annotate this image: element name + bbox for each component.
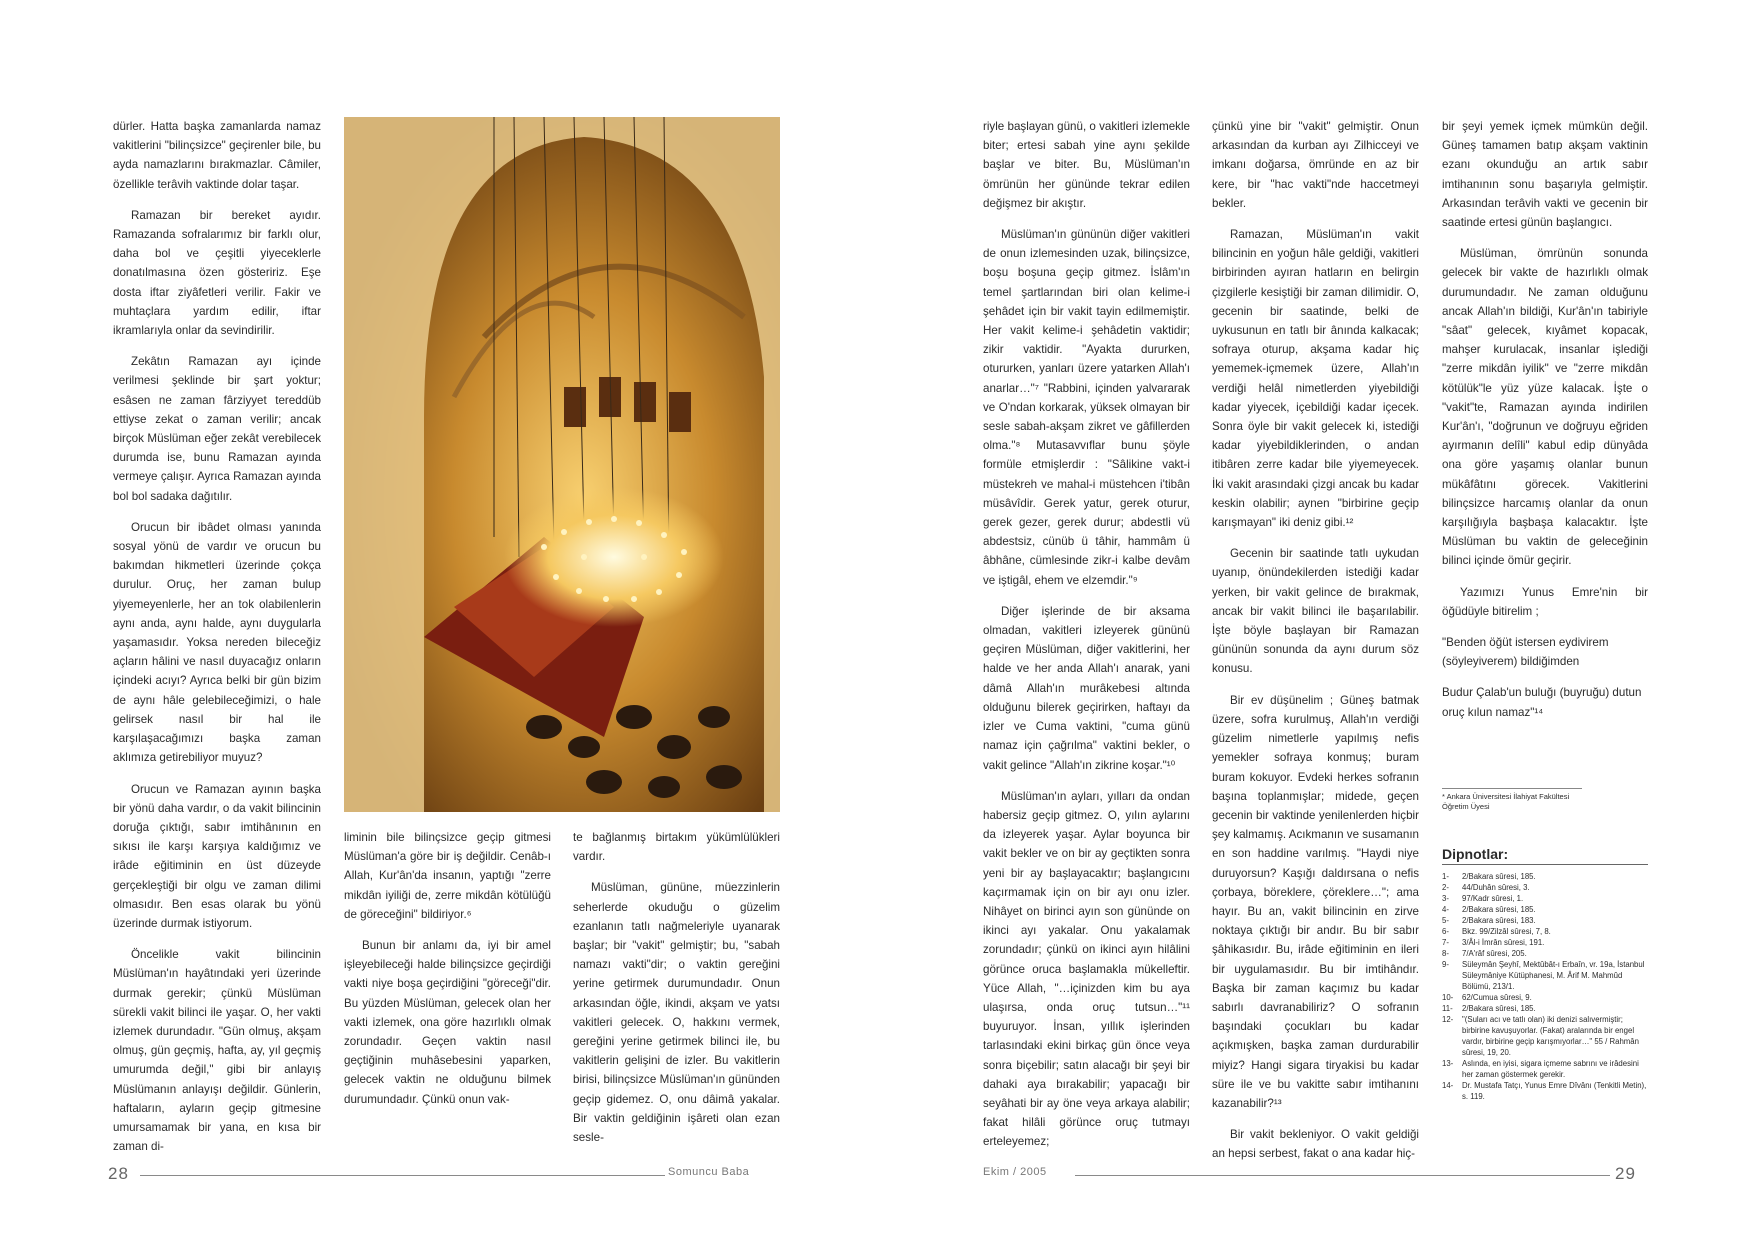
affiliation-rule bbox=[1442, 788, 1582, 789]
magazine-name: Somuncu Baba bbox=[668, 1166, 750, 1178]
footnote-item: 13- Aslında, en iyisi, sigara içmeme sabrını ve irâdesini her zaman göstermek gerekir. bbox=[1442, 1059, 1639, 1079]
footnotes-title: Dipnotlar: bbox=[1442, 846, 1509, 862]
photo-illustration bbox=[344, 117, 780, 812]
paragraph: riyle başlayan günü, o vakitleri izlemekle biter; ertesi sabah yine aynı şekilde başlar ve biter. Bu, Müslüman'ın ömrünün her gününde tekrar edilen değişmez bir akıştır. bbox=[983, 120, 1190, 210]
footnote-item: 12- "(Suları acı ve tatlı olan) iki denizi salıvermiştir; birbirine kavuşuyorlar. (Fakat) aralarında bir engel vardır, birbirine geçip karışmıyorlar…" 55 / Rahmân sûresi, 19, 20. bbox=[1442, 1015, 1639, 1057]
footnotes-list bbox=[1442, 871, 1648, 1102]
footer-rule-left bbox=[140, 1175, 665, 1176]
page-number-left: 28 bbox=[108, 1164, 129, 1183]
paragraph: Bir vakit bekleniyor. O vakit geldiği an hepsi serbest, fakat o ana kadar hiç- bbox=[1212, 1128, 1419, 1161]
footnote-item: 14- Dr. Mustafa Tatçı, Yunus Emre Dîvânı (Tenkitli Metin), s. 119. bbox=[1442, 1081, 1647, 1101]
footnotes-block bbox=[1442, 846, 1648, 1102]
page-number-right: 29 bbox=[1615, 1164, 1636, 1183]
footnote-item: 6- Bkz. 99/Zilzâl sûresi, 7, 8. bbox=[1442, 927, 1551, 936]
footnote-item: 9- Süleymân Şeyhî, Mektûbât-ı Erbaîn, vr. 19a, İstanbul Süleymâniye Kütüphanesi, M. Ârif M. Mahmûd Bölümü, 213/1. bbox=[1442, 960, 1645, 991]
paragraph: Ramazan bir bereket ayıdır. Ramazanda sofralarımız bir farklı olur, daha bol ve çeşitli yiyeceklerle donatılmasına özen gösteririz. Eşe dosta iftar ziyâfetleri verilir. Fakir ve muhtaçlara yardım edilir, iftar ikramlarıyla onlar da sevindirilir. bbox=[113, 208, 321, 338]
paragraph: liminin bile bilinçsizce geçip gitmesi Müslüman'a göre bir iş değildir. Cenâb-ı Allah, Kur'ân'da insanın, yaptığı "zerre mikdân iyiliği de, zerre mikdân kötülüğü de göreceğini" bildiriyor.⁶ bbox=[344, 831, 551, 921]
poem-quote: Budur Çalab'un buluğı (buyruğu) dutun oruç kılun namaz"¹⁴ bbox=[1442, 686, 1642, 719]
paragraph: Ramazan, Müslüman'ın vakit bilincinin en yoğun hâle geldiği, vakitleri birbirinden ayıran hatların en belirgin çizgilerle kesiştiği bir zaman dilimidir. O, gecenin bir saatinde, belki de uykusunun en tatlı bir ânında kalkacak; sofraya oturup, akşama kadar hiç yememek-içmemek üzere, Allah'ın verdiği helâl nimetlerden yiyebildiği kadar yiyecek, içebildiği kadar içecek. Sonra öyle bir vakit gelecek ki, istediği kadar yiyebildiklerinden, o andan itibâren zerre kadar bile yiyemeyecek. İki vakit arasındaki çizgi ancak bu kadar keskin olabilir; aynen "birbirine geçip karışmayan" iki deniz gibi.¹² bbox=[1212, 228, 1419, 530]
paragraph: Orucun bir ibâdet olması yanında sosyal yönü de vardır ve orucun bu bakımdan hikmetleri üzerinde çokça durulur. Oruç, her zaman bulup yiyemeyenlerle, her an tok olabilenlerin aynı anda, aynı halde, aynı duygularla yaşamasıdır. Yoksa nereden bileceğiz açların hâlini ve nasıl duyacağız onların içindeki acıyı? Ayrıca belki bir gün bizim de aynı hâle gelebileceğimizi, o hale gelirsek nasıl bir hal ile karşılaşacağımızı başka zaman aklımıza getirebiliyor muyuz? bbox=[113, 520, 321, 765]
paragraph: Gecenin bir saatinde tatlı uykudan uyanıp, önündekilerden istediği kadar yerken, bir vakit gelince de bırakmak, ancak bir vakit bilinci ile başarılabilir. İşte böyle başlayan bir Ramazan gününün sonunda da aynı durum söz konusu. bbox=[1212, 547, 1419, 676]
paragraph: bir şeyi yemek içmek mümkün değil. Güneş tamamen batıp akşam vaktinin ezanı okunduğu an artık sabır imtihanının sonu başarıyla gelmiştir. Arkasından terâvih vakti ve gecenin bir saatinde ertesi günün başlangıcı. bbox=[1442, 120, 1648, 230]
paragraph: Orucun ve Ramazan ayının başka bir yönü daha vardır, o da vakit bilincinin doruğa çıktığı, sabır imtihânının en sıkısı ile karşı karşıya kaldığımız ve irâde eğitiminin en üst düzeyde gerçekleştiği bir olgu ve zaman dilimi olmasıdır. Ben esas olarak bu yönü üzerinde durmak istiyorum. bbox=[113, 782, 321, 930]
paragraph: Müslüman, ömrünün sonunda gelecek bir vakte de hazırlıklı olmak durumundadır. Ne zaman olduğunu ancak Allah'ın bildiği, Kur'ân'ın tabiriyle "sâat" gelecek, kıyâmet kopacak, mahşer kurulacak, insanlar işlediği "zerre mikdân iyilik" ve "zerre mikdân kötülük"le yüz yüze kalacak. İşte o "vakit"te, Ramazan ayında indirilen Kur'ân'ı, "doğrunun ve doğruyu eğriden ayırmanın delîli" kabul edip dünyâda ona göre yaşamış olanlar bunun mükâfâtını görecek. Vakitlerini bilinçsizce harcamış olanlar da onun karşılığıyla başbaşa kalacaktır. İşte Müslüman bu vaktin de geleceğinin bilinci içinde ömür geçirir. bbox=[1442, 247, 1648, 568]
paragraph: çünkü yine bir "vakit" gelmiştir. Onun arkasından da kurban ayı Zilhicceyi ve imkanı doğarsa, ömründe en az bir kere, bir "hac vakti"nde haccetmeyi bekler. bbox=[1212, 120, 1419, 210]
footnote-item: 2- 44/Duhân sûresi, 3. bbox=[1442, 883, 1530, 892]
paragraph: Diğer işlerinde de bir aksama olmadan, vakitleri izleyerek gününü geçiren Müslüman, diğer vakitlerini, her halde ve her anda Allah'ı anarak, yani dâmâ Allah'ın murâkebesi altında olduğunu bilerek geçirirken, haftayı da izler ve Cuma vaktini, "cuma günü namaz için çağrılma" vaktini bekler, o vakit gelince "Allah'ın zikrine koşar."¹⁰ bbox=[983, 604, 1190, 772]
right-col-1 bbox=[983, 117, 1190, 1164]
left-col-2 bbox=[344, 828, 551, 1121]
paragraph: Bir ev düşünelim ; Güneş batmak üzere, sofra kurulmuş, Allah'ın verdiği güzelim nimetlerle yapılmış nefis yemekler sofraya konmuş; buram buram kokuyor. Evdeki herkes sofranın başına toplanmışlar; midede, geçen gecenin bir vaktinde yenilenlerden hiçbir şey kalmamış. Acıkmanın ve susamanın en son haddine varılmış. "Haydi niye duruyorsun? Kaşığı daldırsana o nefis çorbaya, böreklere, çöreklere…"; ama hayır. Bu an, vakit bilincinin en zirve noktaya çıktığı bir andır. Bu bir sabır şâhikasıdır. Bu, irâde eğitiminin en ileri bir uygulamasıdır. Bu bir imtihândır. Başka bir zaman kaçımız bu kadar sabırlı davranabiliriz? O sofranın başındaki çocukları bu kadar açıkmışken, başka zaman durdurabilir miyiz? Hangi sigara tiryakisi bu kadar süre ile ve bu vakitte sabır imtihanını kazanabilir?¹³ bbox=[1212, 693, 1419, 1110]
paragraph: Öncelikle vakit bilincinin Müslüman'ın hayâtındaki yeri üzerinde durmak gerekir; çünkü Müslüman sürekli vakit bilinci ile yaşar. O, her vakti izlemek durundadır. "Gün olmuş, akşam olmuş, gün geçmiş, hafta, ay, yıl geçmiş umurumda değil," gibi bir anlayış Müslümanın anlayışı değildir. Günlerin, haftaların, ayların geçip gitmesine umursamamak bir yana, en kısa bir zaman di- bbox=[113, 948, 321, 1154]
footnote-item: 11- 2/Bakara sûresi, 185. bbox=[1442, 1004, 1536, 1013]
footnotes-rule bbox=[1442, 864, 1648, 865]
paragraph: Müslüman'ın gününün diğer vakitleri de onun izlemesinden uzak, bilinçsizce, boşu boşuna geçip gitmez. İslâm'ın temel şartlarından biri olan kelime-i şehâdet için bir vakit tayin edilmemiştir. Her vakit kelime-i şehâdetin vaktidir; zikir vaktidir. "Ayakta dururken, otururken, yanları üzere yatarken Allah'ı anarlar…"⁷ "Rabbini, içinden yalvararak ve O'ndan korkarak, yüksek olmayan bir sesle sabah-akşam zikret ve gâfillerden olma."⁸ Mutasavvıflar bunu şöyle formüle etmişlerdir : "Sâlikine vakt-i müstekreh ve mahal-i müstehcen i'tibân müsâvîdir. Gerek yatur, gerek oturur, gerek gezer, gerek durur; abdestli vü abdestsiz, cünüb ü tâhir, hammâm ü âbhâne, cümlesinde zikr-i kalbe devâm ve iştigâl, ehem ve elzemdir."⁹ bbox=[983, 228, 1190, 587]
right-col-2 bbox=[1212, 117, 1419, 1176]
footnote-item: 4- 2/Bakara sûresi, 185. bbox=[1442, 905, 1536, 914]
footnote-item: 1- 2/Bakara sûresi, 185. bbox=[1442, 872, 1536, 881]
footer-rule-right bbox=[1075, 1175, 1610, 1176]
footnote-item: 10- 62/Cumua sûresi, 9. bbox=[1442, 993, 1532, 1002]
left-col-1 bbox=[113, 117, 321, 1168]
paragraph: Müslüman, gününe, müezzinlerin seherlerde okuduğu o güzelim ezanlanın tatlı nağmeleriyle uyanarak başlar; bir "vakit" gelmiştir; bu, "sabah namazı vakti"dir; o vaktin gereğini yerine getirmek durumundadır. Onun arkasından öğle, ikindi, akşam ve yatsı vakitleri gelecek. O, hakkını vermek, gereğini yerine getirmek bilinci ile, bu vakitlerin gelişini de izler. Bu vakitlerin birisi, bilinçsizce Müslüman'ın gününden geçip gidemez. O, onu dâimâ yakalar. Bir vaktin geldiğinin işâreti olan ezan sesle- bbox=[573, 881, 780, 1145]
footnote-item: 5- 2/Bakara sûresi, 183. bbox=[1442, 916, 1536, 925]
left-col-3 bbox=[573, 828, 780, 1159]
paragraph: te bağlanmış birtakım yükümlülükleri vardır. bbox=[573, 831, 780, 864]
paragraph: dürler. Hatta başka zamanlarda namaz vakitlerini "bilinçsizce" geçirenler bile, bu ayda namazlarını bırakmazlar. Câmiler, özellikle terâvih vaktinde dolar taşar. bbox=[113, 120, 321, 191]
author-affiliation: * Ankara Üniversitesi İlahiyat Fakültesi Öğretim Üyesi bbox=[1442, 792, 1570, 811]
footnote-item: 3- 97/Kadr sûresi, 1. bbox=[1442, 894, 1524, 903]
mosque-interior-photo bbox=[344, 117, 780, 812]
poem-quote: "Benden öğüt istersen eydivirem (söyleyiverem) bildiğimden bbox=[1442, 636, 1609, 669]
paragraph: Müslüman'ın ayları, yılları da ondan habersiz geçip gitmez. O, yılın aylarını da izleyerek yaşar. Aylar boyunca bir vakit bekler ve on bir ay geçtikten sonra yeni bir ay başlayacaktır; başlangıcını kaçırmamak için on bir ayı onu izler. Nihâyet on birinci ayın son gününde on ikinci ayı yakalar. Onu yakalamak zorundadır; çünkü on ikinci ayın hilâlini görünce oruca başlamakla mükelleftir. Yüce Allah, "…içinizden kim bu aya ulaşırsa, onda oruç tutsun…"¹¹ buyuruyor. İnsan, yıllık işlerinden tarlasındaki ekini birkaç gün önce veya sonra biçebilir; satın alacağı bir şeyi bir dahaki aya bırakabilir; yapacağı bir seyâhati bir ay öne veya arkaya alabilir; fakat hilâli görünce oruç tutmayı erteleyemez; bbox=[983, 789, 1190, 1149]
paragraph: Zekâtın Ramazan ayı içinde verilmesi şeklinde bir şart yoktur; esâsen ne zaman fârziyyet tereddüb ettiyse zekat o zaman verilir; ancak birçok Müslüman eğer zekât verebilecek durumda ise, bunu Ramazan ayında vermeye çalışır. Ayrıca Ramazan ayında bol bol sadaka dağıtılır. bbox=[113, 355, 321, 503]
right-col-3 bbox=[1442, 117, 1648, 734]
footnote-item: 7- 3/Âl-i İmrân sûresi, 191. bbox=[1442, 938, 1545, 947]
paragraph: Yazımızı Yunus Emre'nin bir öğüdüyle bitirelim ; bbox=[1442, 585, 1648, 618]
paragraph: Bunun bir anlamı da, iyi bir amel işleyebileceği halde bilinçsizce geçirdiği vakti niye boşa geçirdiğini "göreceği"dir. Bu yüzden Müslüman, gelecek olan her vakti izlemek, ona göre hazırlıklı olmak zorundadır. Geçen vaktin nasıl geçtiğinin muhâsebesini yaparken, gelecek vaktin ne olduğunu bilmek durumundadır. Çünkü onun vak- bbox=[344, 939, 551, 1106]
footnote-item: 8- 7/A'râf sûresi, 205. bbox=[1442, 949, 1527, 958]
issue-date: Ekim / 2005 bbox=[983, 1166, 1047, 1178]
